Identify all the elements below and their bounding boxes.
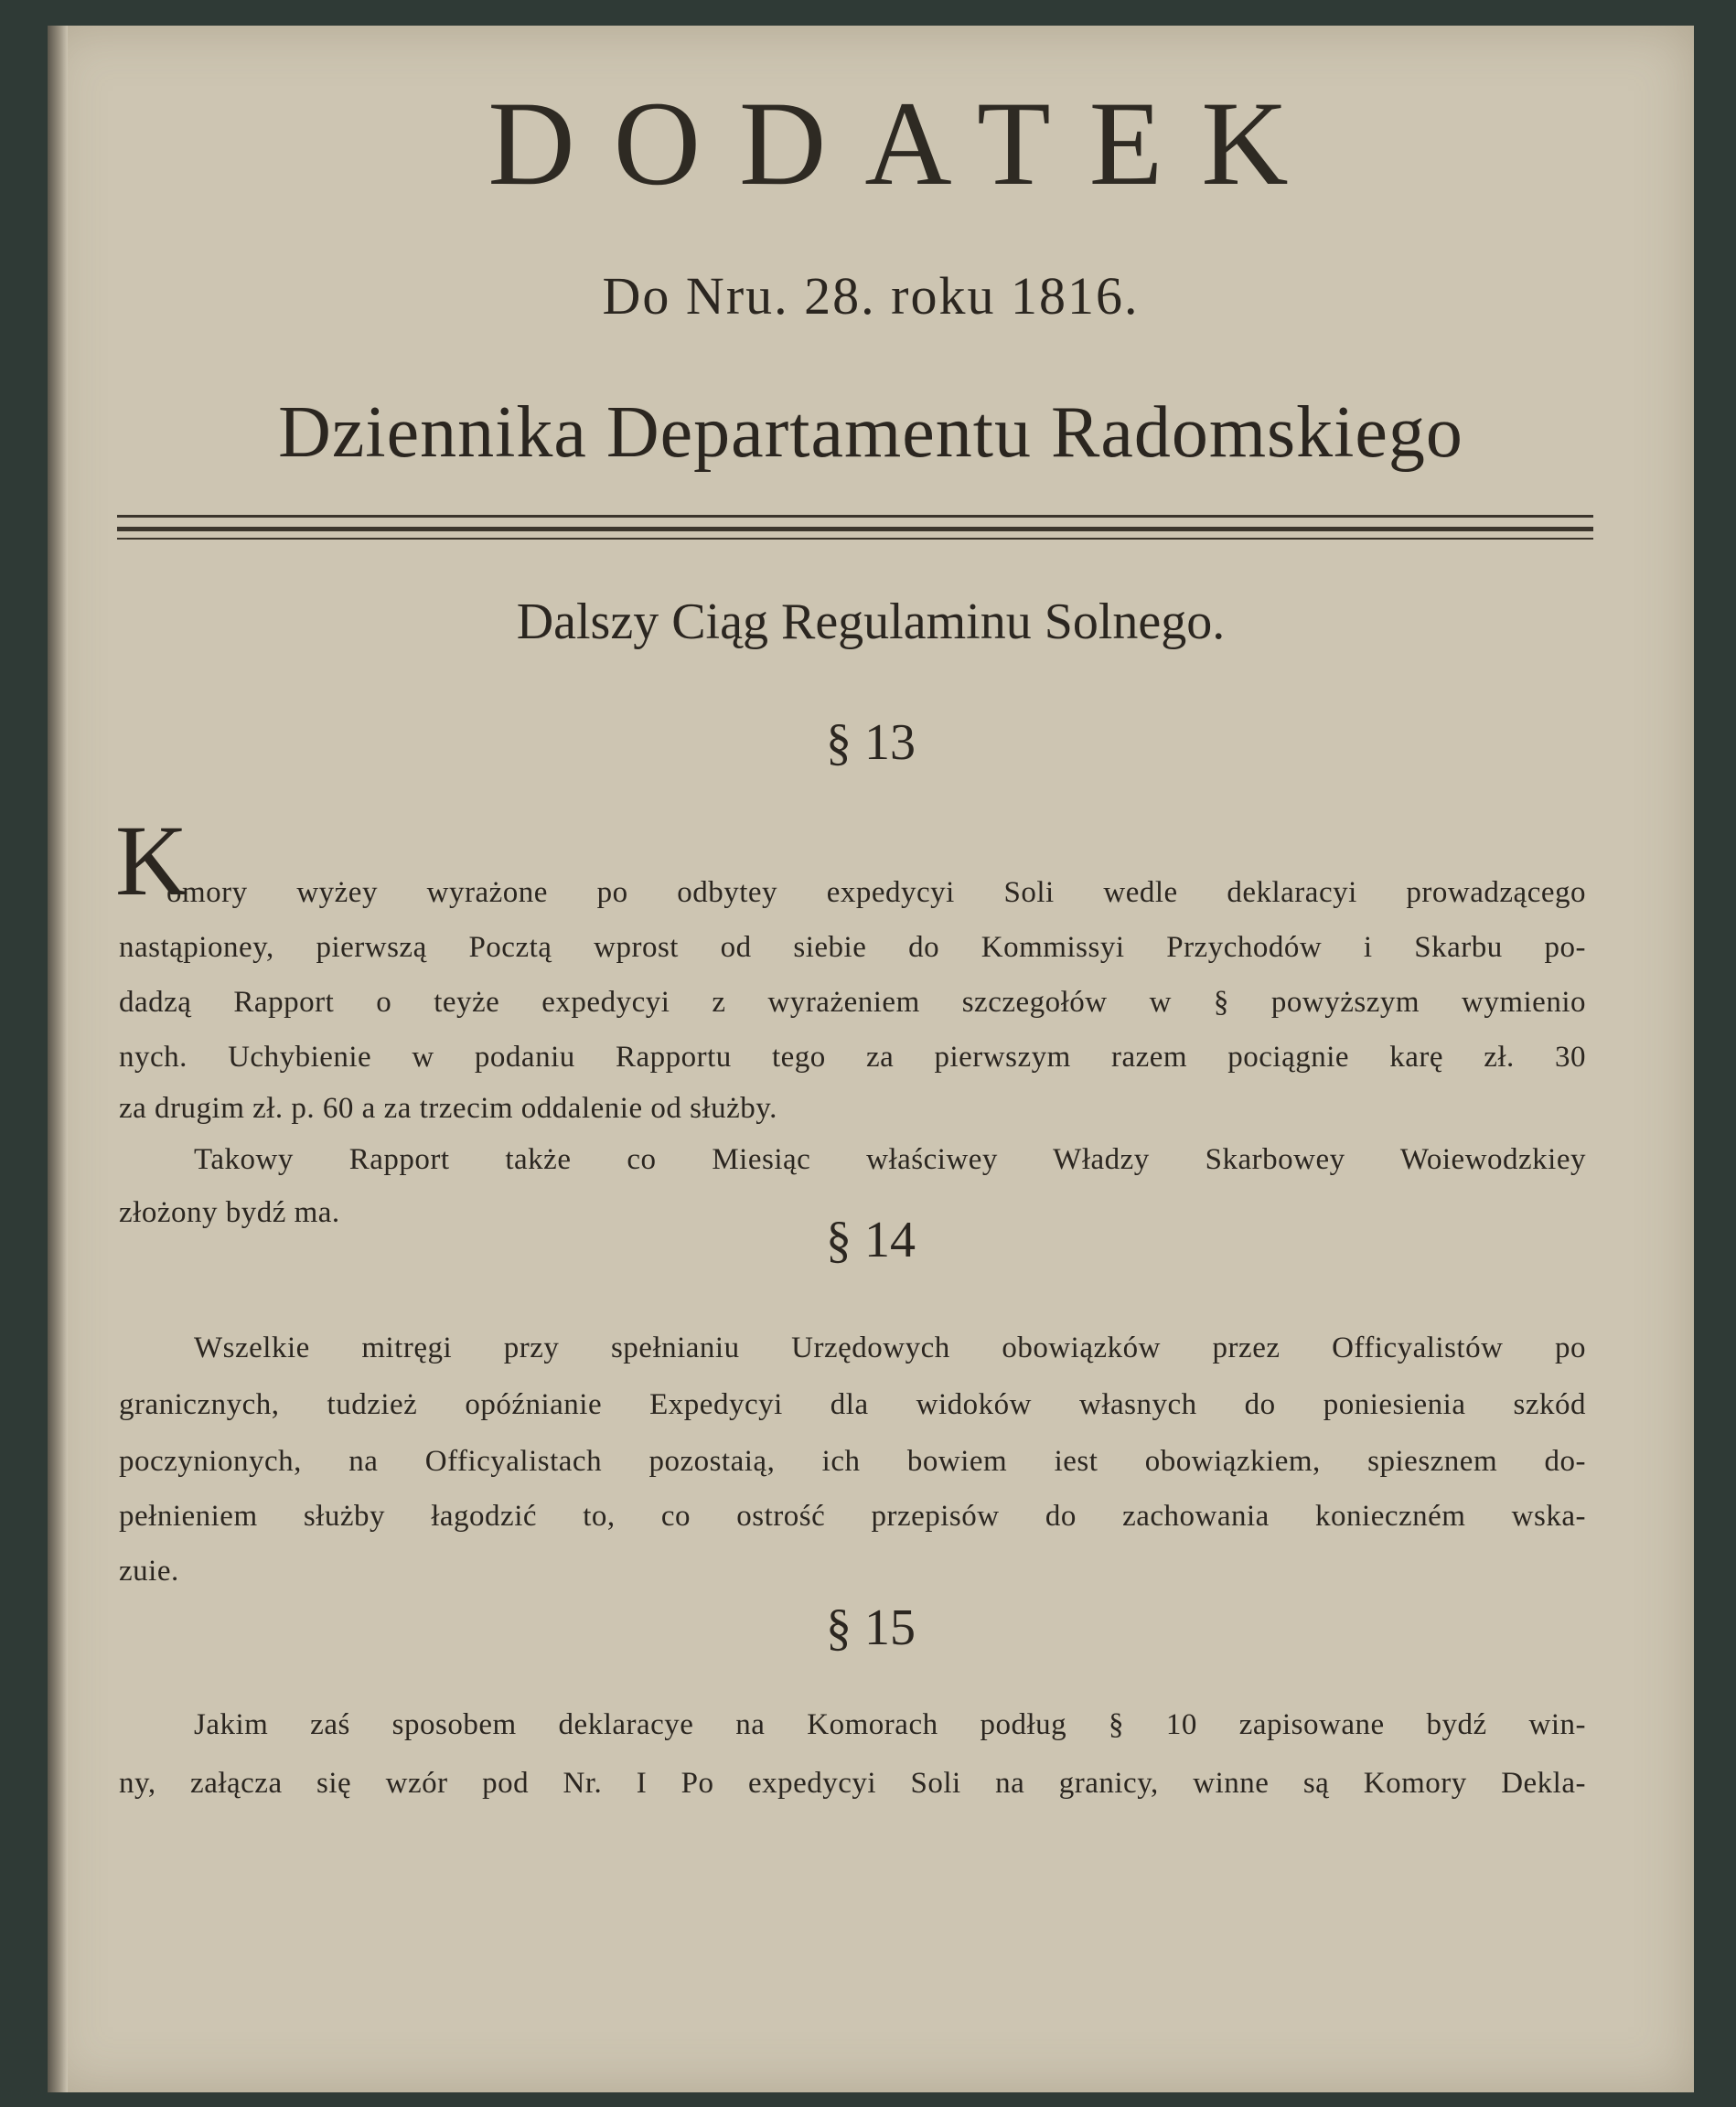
header-rule-middle [117, 527, 1593, 531]
masthead-journal: Dziennika Departamentu Radomskiego [278, 392, 1463, 473]
text-line: poczynionych, na Officyalistach pozostaią, ich bowiem iest obowiązkiem, spiesznem do- [119, 1445, 1586, 1478]
text-line: ny, załącza się wzór pod Nr. I Po expedycyi Soli na granicy, winne są Komory Dekla- [119, 1767, 1586, 1800]
document-page [48, 26, 1694, 2092]
text-line: Jakim zaś sposobem deklaracye na Komorach podług § 10 zapisowane bydź win- [194, 1708, 1586, 1741]
text-line: złożony bydź ma. [119, 1196, 340, 1229]
paragraph-mark-13: § 13 [826, 714, 916, 771]
header-rule-bottom [117, 538, 1593, 540]
masthead-issue: Do Nru. 28. roku 1816. [602, 266, 1140, 326]
text-line: omory wyżey wyrażone po odbytey expedycyi Soli wedle deklaracyi prowadzącego [166, 876, 1586, 909]
masthead-title: DODATEK [488, 76, 1327, 210]
drop-cap: K [115, 805, 188, 916]
text-line: za drugim zł. p. 60 a za trzecim oddalenie od służby. [119, 1092, 777, 1125]
text-line: zuie. [119, 1555, 179, 1588]
text-line: pełnieniem służby łagodzić to, co ostrość przepisów do zachowania konieczném wska- [119, 1500, 1586, 1533]
page-binding-edge [48, 26, 68, 2092]
paragraph-mark-14: § 14 [826, 1212, 916, 1268]
text-line: nych. Uchybienie w podaniu Rapportu tego za pierwszym razem pociągnie karę zł. 30 [119, 1041, 1586, 1074]
text-line: dadzą Rapport o teyże expedycyi z wyrażeniem szczegołów w § powyższym wymienio [119, 986, 1586, 1019]
text-line: Takowy Rapport także co Miesiąc właściwey Władzy Skarbowey Woiewodzkiey [194, 1143, 1586, 1176]
text-line: granicznych, tudzież opóźnianie Expedycyi dla widoków własnych do poniesienia szkód [119, 1388, 1586, 1421]
text-line: Wszelkie mitręgi przy spełnianiu Urzędowych obowiązków przez Officyalistów po [194, 1332, 1586, 1364]
paragraph-mark-15: § 15 [826, 1599, 916, 1656]
section-heading: Dalszy Ciąg Regulaminu Solnego. [516, 594, 1226, 650]
header-rule-top [117, 515, 1593, 518]
text-line: nastąpioney, pierwszą Pocztą wprost od siebie do Kommissyi Przychodów i Skarbu po- [119, 931, 1586, 964]
